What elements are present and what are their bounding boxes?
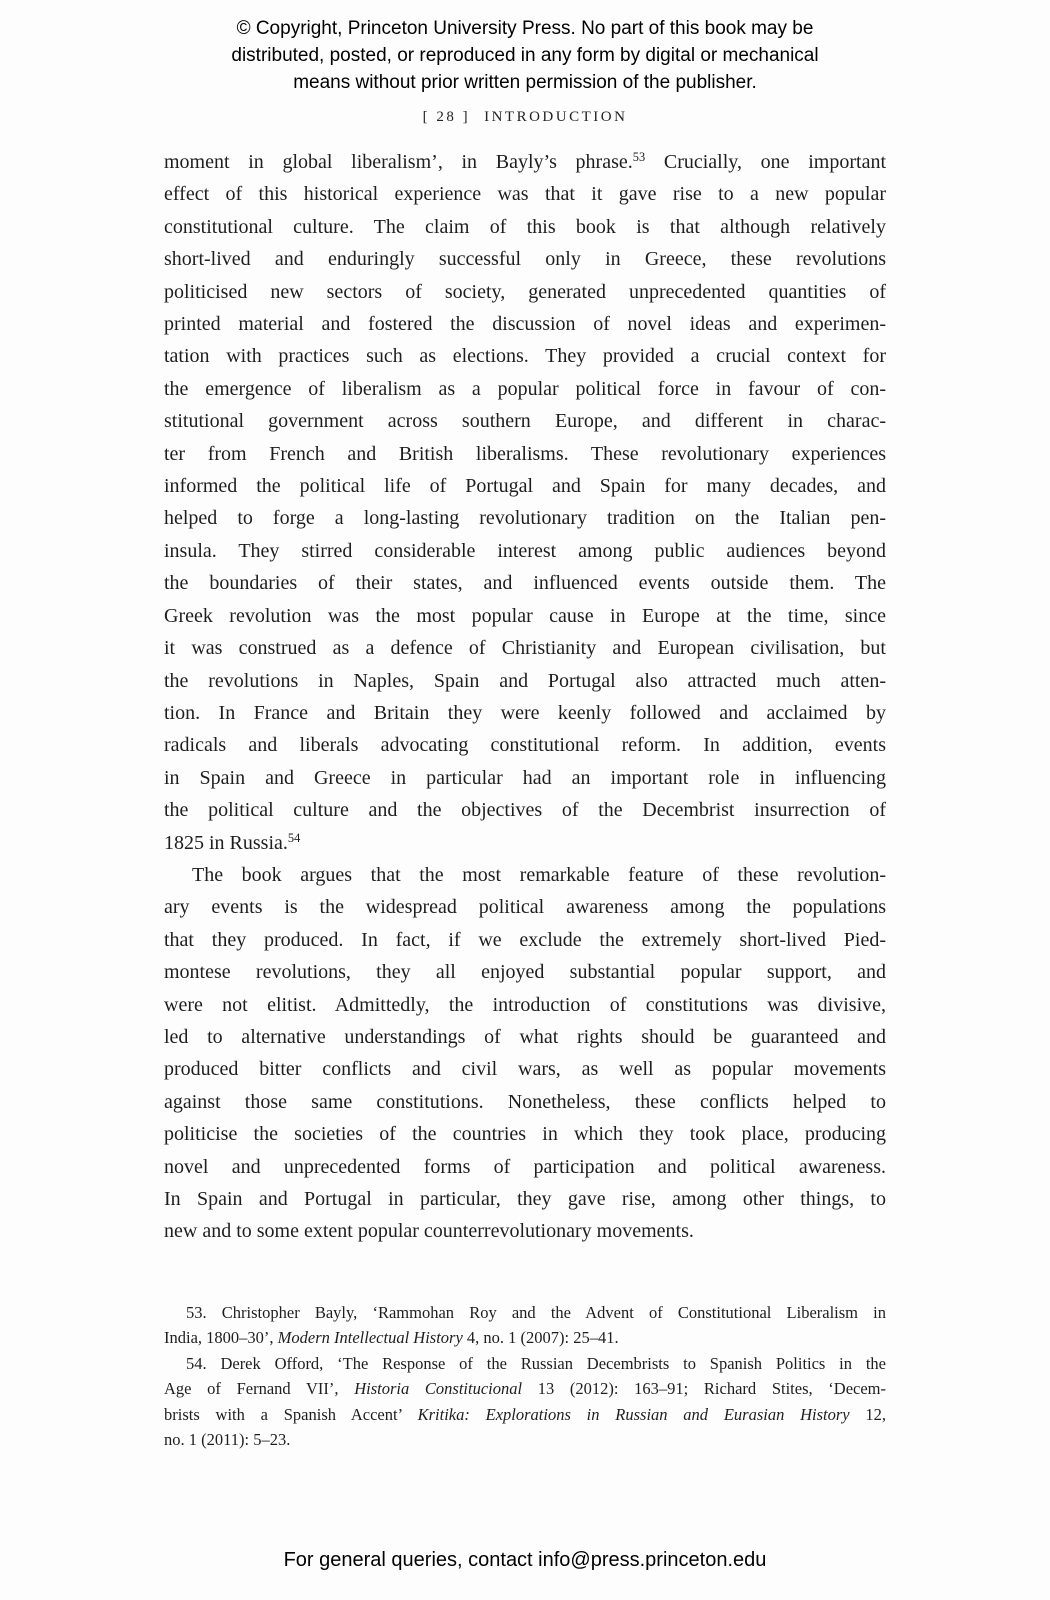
text-line: produced bitter conflicts and civil wars, as well as popular movements [164, 1058, 886, 1081]
body-text [164, 146, 886, 1248]
footnotes [164, 1300, 886, 1453]
text-line: constitutional culture. The claim of this book is that although relatively [164, 215, 886, 238]
text-line: the revolutions in Naples, Spain and Portugal also attracted much atten- [164, 669, 886, 692]
text-line: distributed, posted, or reproduced in any form by digital or mechanical [231, 45, 819, 66]
text-line: stitutional government across southern Europe, and different in charac- [164, 410, 886, 433]
text-line: moment in global liberalism’, in Bayly’s phrase.$^{53}$ Crucially, one important [164, 150, 887, 173]
text-line: the boundaries of their states, and influenced events outside them. The [164, 572, 886, 595]
running-head [0, 109, 1050, 126]
text-line: politicise the societies of the countries in which they took place, producing [164, 1123, 886, 1146]
text-line: © Copyright, Princeton University Press. No part of this book may be [236, 18, 814, 39]
text-line: 1825 in Russia.$^{54}$ [164, 830, 301, 854]
paragraph [164, 859, 886, 1248]
text-line: brists with a Spanish Accent’ Kritika: Explorations in Russian and Eurasian History 12, [164, 1404, 887, 1424]
text-line: printed material and fostered the discussion of novel ideas and experimen- [164, 313, 886, 336]
text-line: The book argues that the most remarkable feature of these revolution- [192, 863, 886, 886]
text-line: politicised new sectors of society, generated unprecedented quantities of [164, 280, 886, 303]
text-line: insula. They stirred considerable interest among public audiences beyond [164, 539, 886, 562]
text-line: ter from French and British liberalisms. These revolutionary experiences [164, 442, 886, 465]
text-line: novel and unprecedented forms of participation and political awareness. [164, 1155, 886, 1178]
paragraph [164, 1351, 886, 1453]
text-line: 54. Derek Offord, ‘The Response of the Russian Decembrists to Spanish Politics in the [186, 1353, 886, 1373]
copyright-notice [0, 0, 1050, 96]
page-footer [0, 1549, 1050, 1572]
text-line: the emergence of liberalism as a popular political force in favour of con- [164, 377, 886, 400]
text-line: in Spain and Greece in particular had an important role in influencing [164, 766, 886, 789]
text-line: means without prior written permission of the publisher. [293, 72, 757, 93]
text-line: no. 1 (2011): 5–23. [164, 1430, 291, 1450]
page-number: [ 28 ] [422, 109, 471, 125]
text-line: Age of Fernand VII’, Historia Constitucional 13 (2012): 163–91; Richard Stites, ‘Decem- [164, 1379, 886, 1399]
text-line: India, 1800–30’, Modern Intellectual History 4, no. 1 (2007): 25–41. [164, 1328, 619, 1348]
text-line: led to alternative understandings of what rights should be guaranteed and [164, 1025, 886, 1048]
text-line: the political culture and the objectives of the Decembrist insurrection of [164, 799, 886, 822]
text-line: tation with practices such as elections. They provided a crucial context for [164, 345, 886, 368]
text-line: 53. Christopher Bayly, ‘Rammohan Roy and the Advent of Constitutional Liberalism in [186, 1302, 886, 1322]
text-line: were not elitist. Admittedly, the introduction of constitutions was divisive, [164, 993, 886, 1016]
paragraph [164, 1300, 886, 1351]
text-line: that they produced. In fact, if we exclude the extremely short-lived Pied- [164, 928, 886, 951]
text-line: effect of this historical experience was that it gave rise to a new popular [164, 183, 886, 206]
text-line: new and to some extent popular counterrevolutionary movements. [164, 1220, 694, 1243]
text-line: helped to forge a long-lasting revolutionary tradition on the Italian pen- [164, 507, 886, 530]
text-line: tion. In France and Britain they were keenly followed and acclaimed by [164, 701, 886, 724]
section-title: INTRODUCTION [484, 109, 628, 125]
text-line: ary events is the widespread political awareness among the populations [164, 896, 886, 919]
text-line: radicals and liberals advocating constitutional reform. In addition, events [164, 734, 886, 757]
text-line: it was construed as a defence of Christianity and European civilisation, but [164, 637, 886, 660]
paragraph [164, 146, 886, 859]
text-line: short-lived and enduringly successful only in Greece, these revolutions [164, 248, 886, 271]
text-line: against those same constitutions. Nonetheless, these conflicts helped to [164, 1090, 886, 1113]
text-line: In Spain and Portugal in particular, they gave rise, among other things, to [164, 1188, 886, 1210]
text-line: montese revolutions, they all enjoyed substantial popular support, and [164, 961, 886, 984]
footer-text: For general queries, contact info@press.princeton.edu [283, 1549, 767, 1571]
text-line: informed the political life of Portugal and Spain for many decades, and [164, 475, 886, 498]
text-line: Greek revolution was the most popular cause in Europe at the time, since [164, 604, 886, 627]
